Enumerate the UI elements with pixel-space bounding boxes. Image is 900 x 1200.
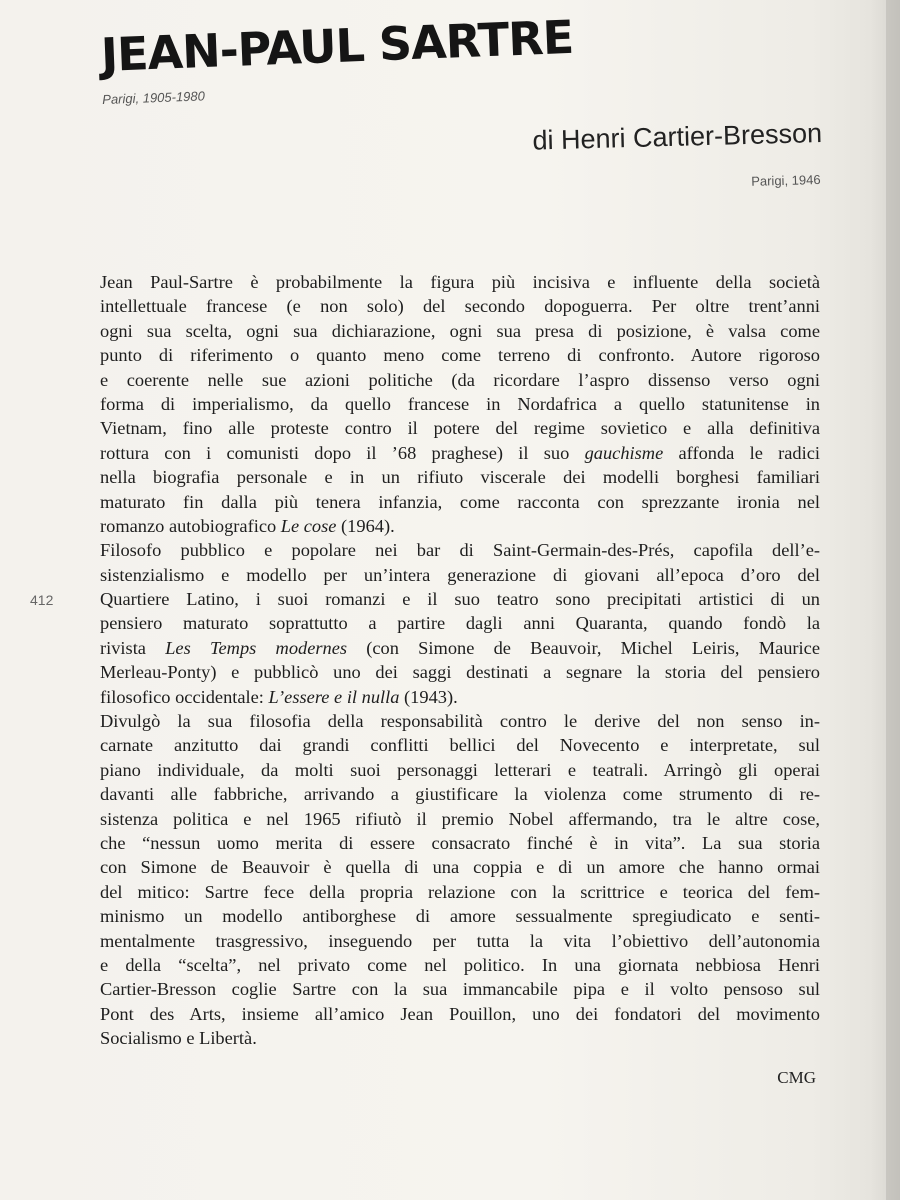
photographer-credit: di Henri Cartier-Bresson xyxy=(532,118,823,156)
page-title: JEAN-PAUL SARTRE xyxy=(100,9,575,82)
text-line: e della “scelta”, nel privato come nel politico. In una giornata nebbiosa Henri xyxy=(100,954,820,975)
text-line: punto di riferimento o quanto meno come terreno di confronto. Autore rigoroso xyxy=(100,345,820,366)
text-line: minismo un modello antiborghese di amore sessualmente spregiudicato e senti- xyxy=(100,906,820,927)
text-line: sistenza politica e nel 1965 rifiutò il premio Nobel affermando, tra le altre cose, xyxy=(100,808,820,829)
author-signature: CMG xyxy=(777,1068,816,1087)
text-line: del mitico: Sartre fece della propria relazione con la scrittrice e teorica del fem- xyxy=(100,881,820,902)
text-line: filosofico occidentale: L’essere e il nulla (1943). xyxy=(100,686,458,707)
text-line: rottura con i comunisti dopo il ’68 praghese) il suo gauchisme affonda le radici xyxy=(100,442,820,463)
text-line: rivista Les Temps modernes (con Simone de Beauvoir, Michel Leiris, Maurice xyxy=(100,637,820,658)
body-text xyxy=(100,270,820,1051)
italic-title: Les Temps modernes xyxy=(165,637,348,658)
text-line: intellettuale francese (e non solo) del secondo dopoguerra. Per oltre trent’anni xyxy=(100,296,820,317)
italic-title: L’essere e il nulla xyxy=(268,686,400,707)
text-line: Vietnam, fino alle proteste contro il potere del regime sovietico e alla definitiva xyxy=(100,418,820,439)
text-line: Divulgò la sua filosofia della responsabilità contro le derive del non senso in- xyxy=(100,711,820,732)
text-line: con Simone de Beauvoir è quella di una coppia e di un amore che hanno ormai xyxy=(100,857,820,878)
italic-title: gauchisme xyxy=(584,442,664,463)
text-line: Socialismo e Libertà. xyxy=(100,1028,257,1049)
subject-birth-death: Parigi, 1905-1980 xyxy=(102,88,206,107)
text-line: Filosofo pubblico e popolare nei bar di Saint-Germain-des-Prés, capofila dell’e- xyxy=(100,540,820,561)
text-line: che “nessun uomo merita di essere consacrato finché è in vita”. La sua storia xyxy=(100,832,820,853)
text-line: nella biografia personale e in un rifiuto viscerale dei modelli borghesi familiari xyxy=(100,467,820,488)
italic-title: Le cose xyxy=(280,515,337,536)
text-line: romanzo autobiografico Le cose (1964). xyxy=(100,515,395,536)
text-line: ogni sua scelta, ogni sua dichiarazione, ogni sua presa di posizione, è valsa come xyxy=(100,320,820,341)
text-line: forma di imperialismo, da quello francese in Nordafrica a quello statunitense in xyxy=(100,393,820,414)
photo-place-date: Parigi, 1946 xyxy=(750,172,821,189)
text-line: piano individuale, da molti suoi personaggi letterari e teatrali. Arringò gli operai xyxy=(100,759,820,780)
text-line: maturato fin dalla più tenera infanzia, come racconta con sprezzante ironia nel xyxy=(100,491,820,512)
page-binding-edge xyxy=(886,0,900,1200)
text-line: Jean Paul-Sartre è probabilmente la figura più incisiva e influente della società xyxy=(100,272,820,292)
text-line: Cartier-Bresson coglie Sartre con la sua immancabile pipa e il volto pensoso sul xyxy=(100,979,820,1000)
text-line: mentalmente trasgressivo, inseguendo per tutta la vita l’obiettivo dell’autonomia xyxy=(100,930,820,951)
text-line: Quartiere Latino, i suoi romanzi e il suo teatro sono precipitati artistici di un xyxy=(100,589,820,610)
text-line: davanti alle fabbriche, arrivando a giustificare la violenza come strumento di re- xyxy=(100,784,820,805)
text-line: Merleau-Ponty) e pubblicò uno dei saggi destinati a segnare la storia del pensiero xyxy=(100,662,820,683)
text-line: e coerente nelle sue azioni politiche (da ricordare l’aspro dissenso verso ogni xyxy=(100,369,820,390)
text-line: sistenzialismo e modello per un’intera generazione di giovani all’epoca d’oro del xyxy=(100,564,820,585)
text-line: pensiero maturato soprattutto a partire dagli anni Quaranta, quando fondò la xyxy=(100,613,820,634)
page-number: 412 xyxy=(30,592,54,608)
text-line: carnate anzitutto dai grandi conflitti bellici del Novecento e interpretate, sul xyxy=(100,735,820,756)
text-line: Pont des Arts, insieme all’amico Jean Pouillon, uno dei fondatori del movimento xyxy=(100,1003,820,1024)
